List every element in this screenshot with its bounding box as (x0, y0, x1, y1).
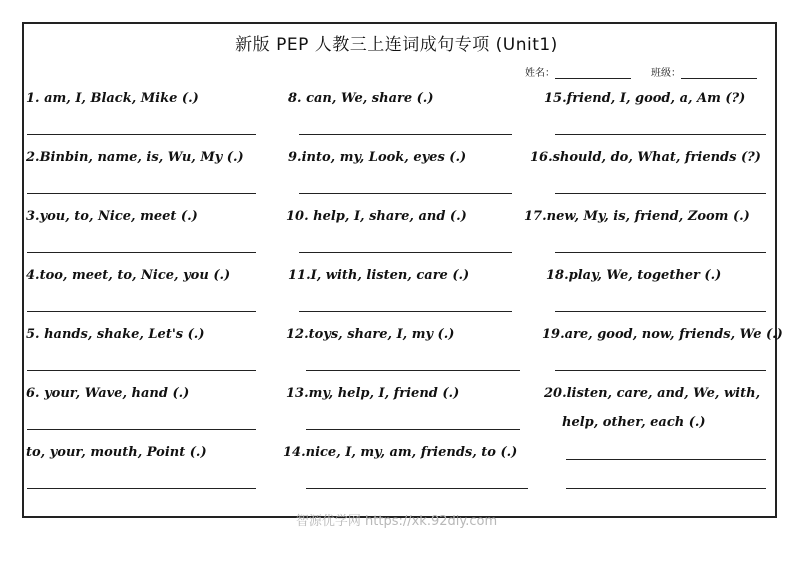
question-11: 11.I, with, listen, care (.) (288, 268, 470, 283)
question-13: 13.my, help, I, friend (.) (286, 386, 460, 401)
class-field (651, 64, 757, 79)
question-20-continued: help, other, each (.) (562, 415, 706, 430)
answer-line (555, 134, 766, 135)
answer-line (299, 134, 512, 135)
question-19: 19.are, good, now, friends, We (.) (542, 327, 783, 342)
answer-line (566, 459, 766, 460)
question-17: 17.new, My, is, friend, Zoom (.) (524, 209, 750, 224)
answer-line (27, 252, 256, 253)
answer-line (27, 193, 256, 194)
answer-line (566, 488, 766, 489)
question-9: 9.into, my, Look, eyes (.) (288, 150, 467, 165)
answer-line (555, 370, 766, 371)
class-blank (681, 68, 757, 79)
question-4: 4.too, meet, to, Nice, you (.) (26, 268, 231, 283)
worksheet-title: 新版 PEP 人教三上连词成句专项 (Unit1) (235, 35, 558, 55)
answer-line (299, 252, 512, 253)
name-blank (555, 68, 631, 79)
question-18: 18.play, We, together (.) (546, 268, 722, 283)
answer-line (306, 488, 528, 489)
name-field (525, 64, 631, 79)
question-8: 8. can, We, share (.) (288, 91, 434, 106)
answer-line (306, 429, 520, 430)
answer-line (299, 193, 512, 194)
watermark-footer: 智源优学网 https://xk.92diy.com (295, 514, 498, 529)
question-6: 6. your, Wave, hand (.) (26, 386, 190, 401)
question-3: 3.you, to, Nice, meet (.) (26, 209, 198, 224)
question-15: 15.friend, I, good, a, Am (?) (544, 91, 746, 106)
answer-line (555, 193, 766, 194)
class-label: 班级： (651, 68, 681, 79)
question-5: 5. hands, shake, Let's (.) (26, 327, 205, 342)
answer-line (299, 311, 512, 312)
answer-line (555, 311, 766, 312)
answer-line (27, 311, 256, 312)
question-20: 20.listen, care, and, We, with, (544, 386, 761, 401)
question-14: 14.nice, I, my, am, friends, to (.) (283, 445, 518, 460)
answer-line (27, 370, 256, 371)
question-10: 10. help, I, share, and (.) (286, 209, 467, 224)
answer-line (27, 488, 256, 489)
question-12: 12.toys, share, I, my (.) (286, 327, 455, 342)
answer-line (555, 252, 766, 253)
answer-line (306, 370, 520, 371)
question-7: to, your, mouth, Point (.) (26, 445, 207, 460)
question-1: 1. am, I, Black, Mike (.) (26, 91, 199, 106)
answer-line (27, 429, 256, 430)
question-16: 16.should, do, What, friends (?) (530, 150, 761, 165)
answer-line (27, 134, 256, 135)
question-2: 2.Binbin, name, is, Wu, My (.) (26, 150, 244, 165)
name-label: 姓名： (525, 68, 555, 79)
